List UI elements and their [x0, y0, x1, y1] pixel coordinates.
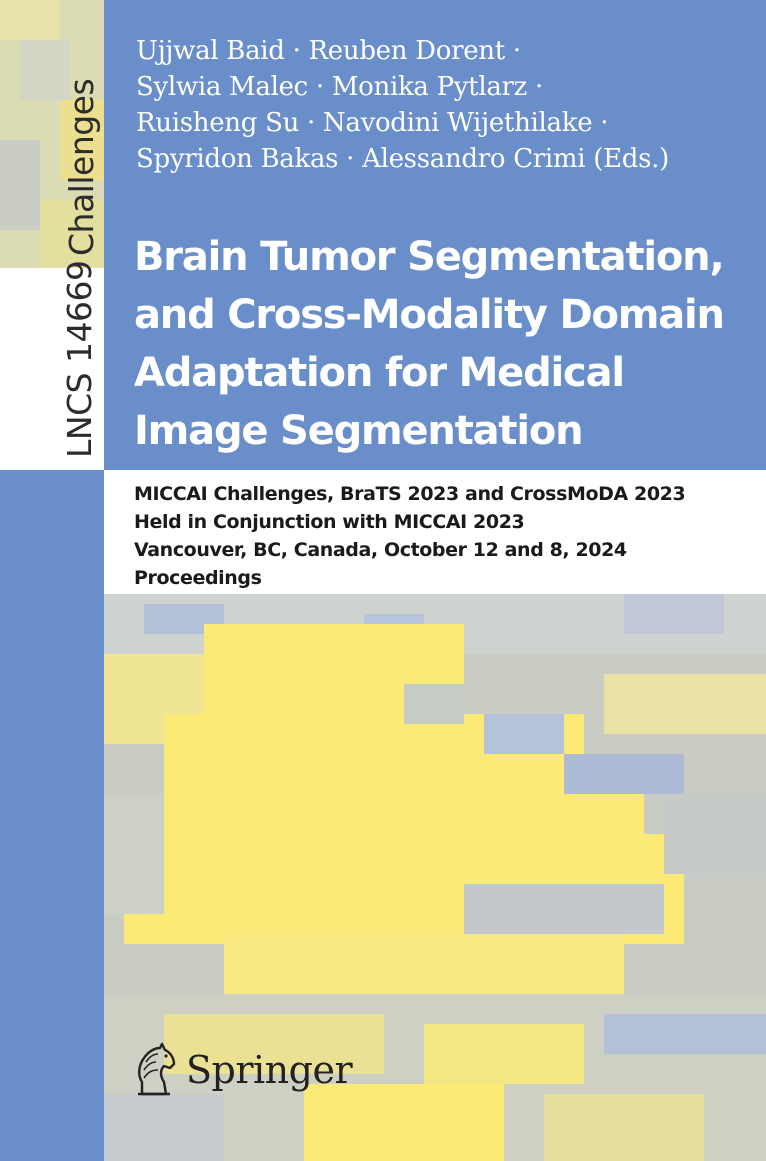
- cover-header: [104, 0, 766, 470]
- subtitle-line: Proceedings: [134, 567, 262, 589]
- editors-line: Spyridon Bakas · Alessandro Crimi (Eds.): [136, 144, 669, 174]
- publisher-name: Springer: [186, 1048, 353, 1092]
- subtitle-band: [104, 470, 766, 594]
- editors-line: Sylwia Malec · Monika Pytlarz ·: [136, 72, 543, 102]
- editors-list: [136, 33, 756, 177]
- editors-line: Ujjwal Baid · Reuben Dorent ·: [136, 36, 521, 66]
- title-line: Adaptation for Medical: [134, 350, 624, 396]
- subtitle-line: Vancouver, BC, Canada, October 12 and 8, 2024: [134, 539, 627, 561]
- title-line: Brain Tumor Segmentation,: [134, 234, 724, 280]
- editors-line: Ruisheng Su · Navodini Wijethilake ·: [136, 108, 609, 138]
- spine-volume-number: LNCS 14669: [60, 260, 99, 458]
- subtitle-line: MICCAI Challenges, BraTS 2023 and CrossMoDA 2023: [134, 483, 686, 505]
- spine-series-label: Challenges: [62, 78, 101, 256]
- subtitle-line: Held in Conjunction with MICCAI 2023: [134, 511, 525, 533]
- springer-logo: [132, 1040, 352, 1100]
- springer-horse-icon: [132, 1042, 178, 1098]
- book-subtitle: [134, 480, 685, 592]
- book-spine: [0, 0, 104, 1161]
- book-title: [134, 228, 764, 460]
- title-line: Image Segmentation: [134, 408, 583, 454]
- title-line: and Cross-Modality Domain: [134, 292, 724, 338]
